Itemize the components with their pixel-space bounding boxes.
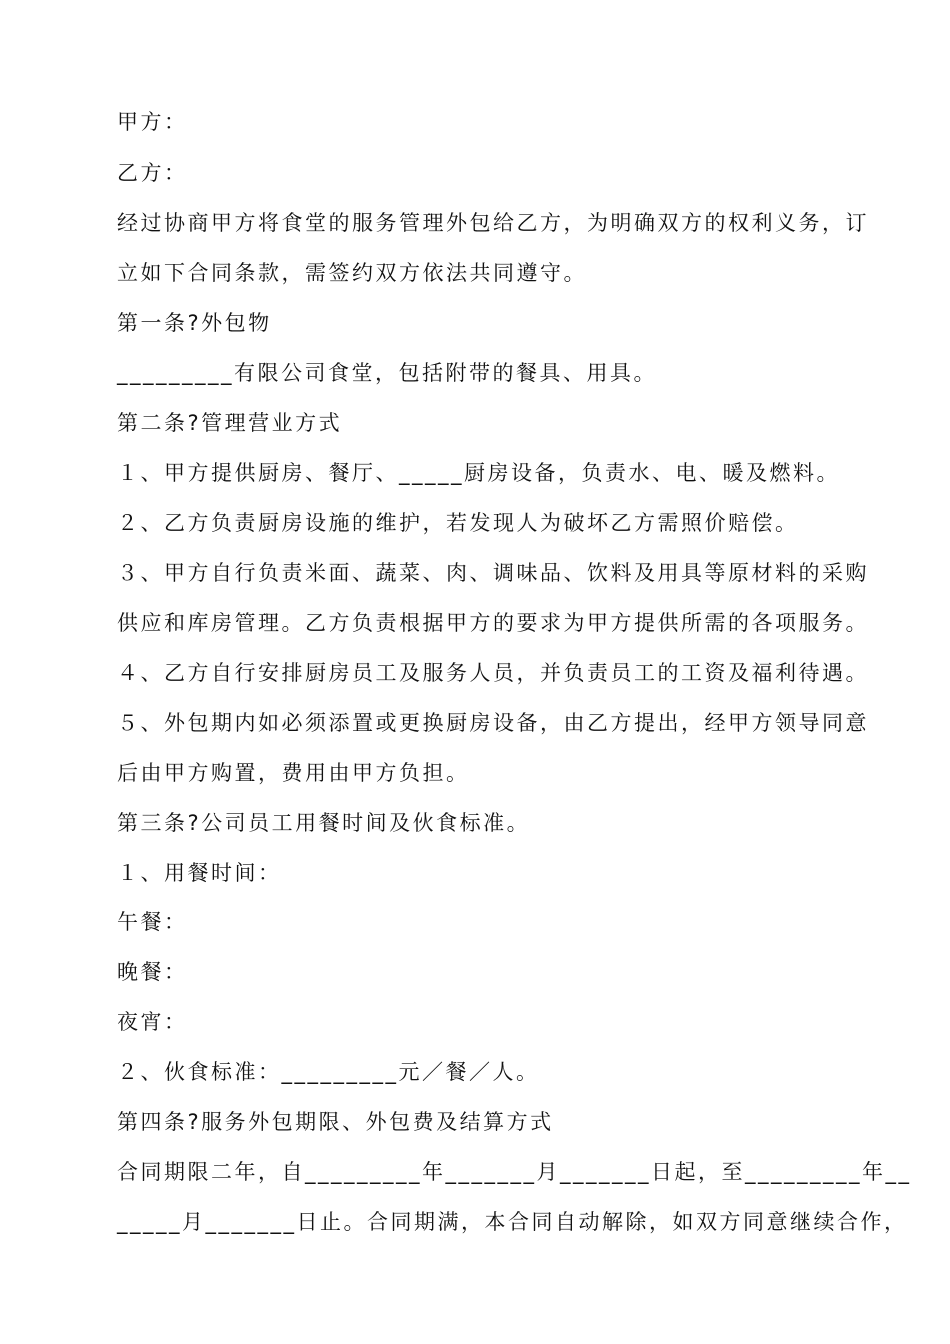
paragraph-line: 合同期限二年，自_________年_______月_______日起，至_________年__ bbox=[117, 1160, 912, 1184]
paragraph-line: 经过协商甲方将食堂的服务管理外包给乙方，为明确双方的权利义务，订 bbox=[117, 211, 869, 235]
paragraph-line: 后由甲方购置，费用由甲方负担。 bbox=[117, 761, 470, 785]
list-item: ２、伙食标准：_________元／餐／人。 bbox=[117, 1060, 540, 1084]
article-heading: 第四条?服务外包期限、外包费及结算方式 bbox=[117, 1110, 554, 1134]
article-heading: 第三条?公司员工用餐时间及伙食标准。 bbox=[117, 811, 531, 835]
list-item: １、甲方提供厨房、餐厅、_____厨房设备，负责水、电、暖及燃料。 bbox=[117, 461, 840, 485]
article-heading: 第一条?外包物 bbox=[117, 311, 272, 335]
list-item: ２、乙方负责厨房设施的维护，若发现人为破坏乙方需照价赔偿。 bbox=[117, 511, 799, 535]
article-heading: 第二条?管理营业方式 bbox=[117, 411, 343, 435]
paragraph-line: _________有限公司食堂，包括附带的餐具、用具。 bbox=[117, 361, 657, 385]
meal-label: 夜宵： bbox=[117, 1010, 188, 1034]
party-a-label: 甲方： bbox=[117, 110, 188, 134]
meal-label: 晚餐： bbox=[117, 960, 188, 984]
list-item: ５、外包期内如必须添置或更换厨房设备，由乙方提出，经甲方领导同意 bbox=[117, 711, 869, 735]
list-item: ３、甲方自行负责米面、蔬菜、肉、调味品、饮料及用具等原材料的采购 bbox=[117, 561, 869, 585]
list-item: ４、乙方自行安排厨房员工及服务人员，并负责员工的工资及福利待遇。 bbox=[117, 661, 869, 685]
list-item: １、用餐时间： bbox=[117, 861, 282, 885]
meal-label: 午餐： bbox=[117, 910, 188, 934]
paragraph-line: _____月_______日止。合同期满，本合同自动解除，如双方同意继续合作， bbox=[117, 1210, 908, 1234]
party-b-label: 乙方： bbox=[117, 161, 188, 185]
paragraph-line: 立如下合同条款，需签约双方依法共同遵守。 bbox=[117, 261, 587, 285]
paragraph-line: 供应和库房管理。乙方负责根据甲方的要求为甲方提供所需的各项服务。 bbox=[117, 611, 869, 635]
